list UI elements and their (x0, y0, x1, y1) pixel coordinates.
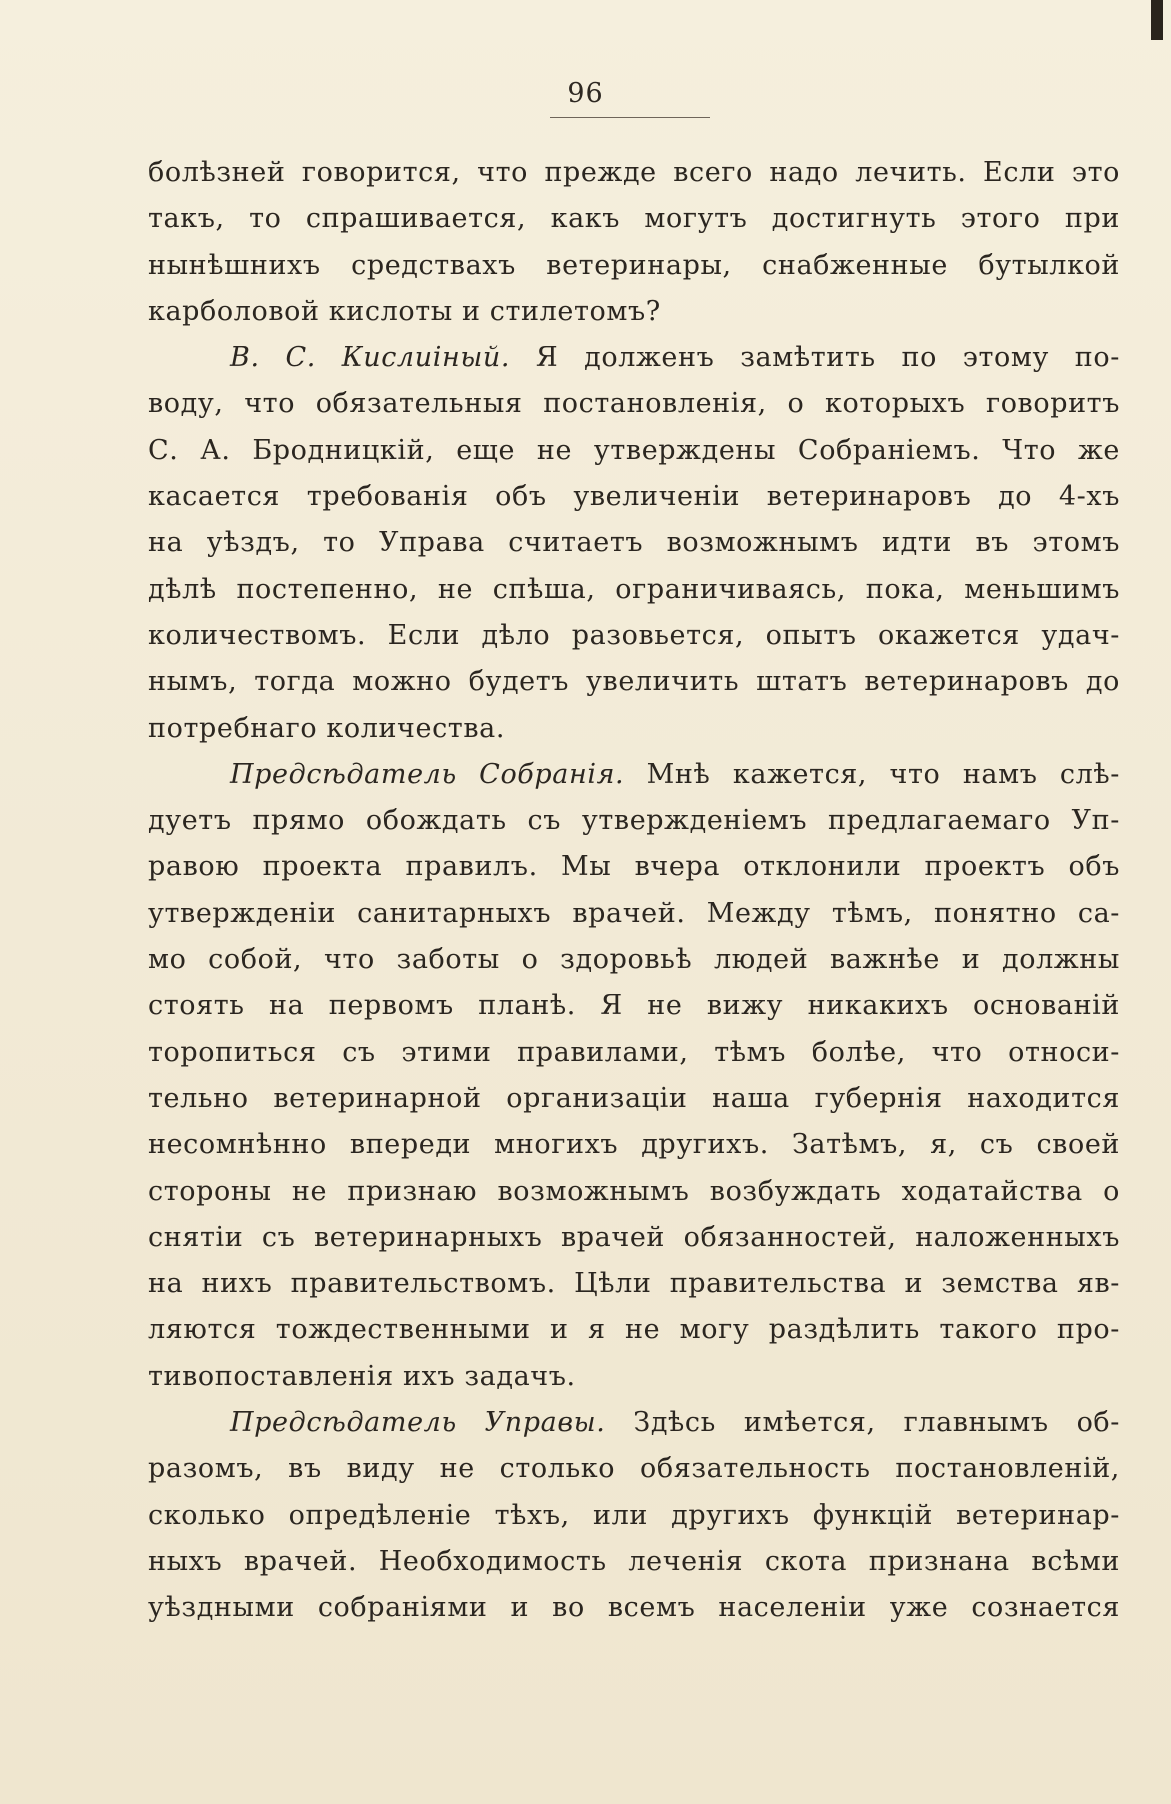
speaker-name: Предсѣдатель Собранія. (230, 758, 625, 790)
line-text: утвержденіи санитарныхъ врачей. Между тѣмъ, понятно са- (148, 897, 1120, 929)
line-text: торопиться съ этими правилами, тѣмъ болѣе, что относи- (148, 1036, 1120, 1068)
line-text: воду, что обязательныя постановленія, о которыхъ говоритъ (148, 388, 1120, 420)
line-text: такъ, то спрашивается, какъ могутъ достигнуть этого при (148, 203, 1120, 235)
line-text: стороны не признаю возможнымъ возбуждать ходатайства о (148, 1175, 1120, 1207)
text-line (148, 1539, 1120, 1585)
text-line (148, 1307, 1120, 1353)
line-text: Я долженъ замѣтить по этому по- (510, 342, 1120, 374)
text-line (148, 1030, 1120, 1076)
text-line (148, 659, 1120, 705)
text-line (148, 937, 1120, 983)
text-line (148, 1169, 1120, 1215)
line-text: нынѣшнихъ средствахъ ветеринары, снабженные бутылкой (148, 249, 1120, 281)
header-rule (550, 117, 710, 118)
text-line (148, 1354, 1120, 1400)
line-text: Здѣсь имѣется, главнымъ об- (605, 1407, 1120, 1439)
page-header (0, 78, 1171, 109)
text-line (148, 520, 1120, 566)
line-text: сколько опредѣленіе тѣхъ, или другихъ функцій ветеринар- (148, 1499, 1120, 1531)
text-line (148, 243, 1120, 289)
text-line (148, 613, 1120, 659)
line-text: разомъ, въ виду не столько обязательность постановленій, (148, 1453, 1120, 1485)
line-text: мо собой, что заботы о здоровьѣ людей важнѣе и должны (148, 944, 1120, 976)
text-line (148, 1400, 1120, 1446)
text-line (148, 474, 1120, 520)
text-line (148, 1215, 1120, 1261)
line-text: тивопоставленія ихъ задачъ. (148, 1360, 576, 1392)
line-text: дуетъ прямо обождать съ утвержденіемъ предлагаемаго Уп- (148, 805, 1120, 837)
line-text: снятіи съ ветеринарныхъ врачей обязанностей, наложенныхъ (148, 1221, 1120, 1253)
text-line (148, 1261, 1120, 1307)
speaker-name: В. С. Кислиiный. (230, 342, 511, 374)
line-text: Мнѣ кажется, что намъ слѣ- (624, 758, 1121, 790)
line-text: ныхъ врачей. Необходимость леченія скота признана всѣми (148, 1545, 1120, 1577)
text-line (148, 706, 1120, 752)
line-text: уѣздными собраніями и во всемъ населеніи уже сознается (148, 1592, 1120, 1624)
line-text: дѣлѣ постепенно, не спѣша, ограничиваясь, пока, меньшимъ (148, 573, 1120, 605)
text-line (148, 1122, 1120, 1168)
text-line (148, 844, 1120, 890)
text-line (148, 983, 1120, 1029)
text-line (148, 1493, 1120, 1539)
text-line (148, 1076, 1120, 1122)
line-text: несомнѣнно впереди многихъ другихъ. Затѣмъ, я, съ своей (148, 1129, 1120, 1161)
text-line (148, 196, 1120, 242)
line-text: потребнаго количества. (148, 712, 506, 744)
line-text: касается требованія объ увеличеніи ветеринаровъ до 4-хъ (148, 481, 1120, 513)
line-text: ляются тождественными и я не могу раздѣлить такого про- (148, 1314, 1120, 1346)
line-text: на уѣздъ, то Управа считаетъ возможнымъ идти въ этомъ (148, 527, 1120, 559)
text-line (148, 289, 1120, 335)
text-line (148, 752, 1120, 798)
text-line (148, 1585, 1120, 1631)
line-text: С. А. Бродницкій, еще не утверждены Собраніемъ. Что же (148, 434, 1120, 466)
line-text: болѣзней говорится, что прежде всего надо лечить. Если это (148, 157, 1120, 188)
line-text: количествомъ. Если дѣло разовьется, опытъ окажется удач- (148, 619, 1120, 651)
page-number: 96 (567, 78, 604, 109)
scan-edge-mark (1151, 0, 1163, 40)
text-line (148, 150, 1120, 196)
text-line (148, 891, 1120, 937)
line-text: нымъ, тогда можно будетъ увеличить штатъ ветеринаровъ до (148, 666, 1120, 698)
line-text: равою проекта правилъ. Мы вчера отклонили проектъ объ (148, 851, 1120, 883)
text-line (148, 381, 1120, 427)
body-text (148, 150, 1120, 1632)
text-line (148, 335, 1120, 381)
line-text: стоять на первомъ планѣ. Я не вижу никакихъ основаній (148, 990, 1120, 1022)
line-text: карболовой кислоты и стилетомъ? (148, 295, 661, 327)
text-line (148, 798, 1120, 844)
text-line (148, 1446, 1120, 1492)
text-line (148, 567, 1120, 613)
text-line (148, 428, 1120, 474)
speaker-name: Предсѣдатель Управы. (230, 1407, 606, 1439)
line-text: на нихъ правительствомъ. Цѣли правительства и земства яв- (148, 1268, 1120, 1300)
line-text: тельно ветеринарной организаціи наша губернія находится (148, 1082, 1120, 1114)
